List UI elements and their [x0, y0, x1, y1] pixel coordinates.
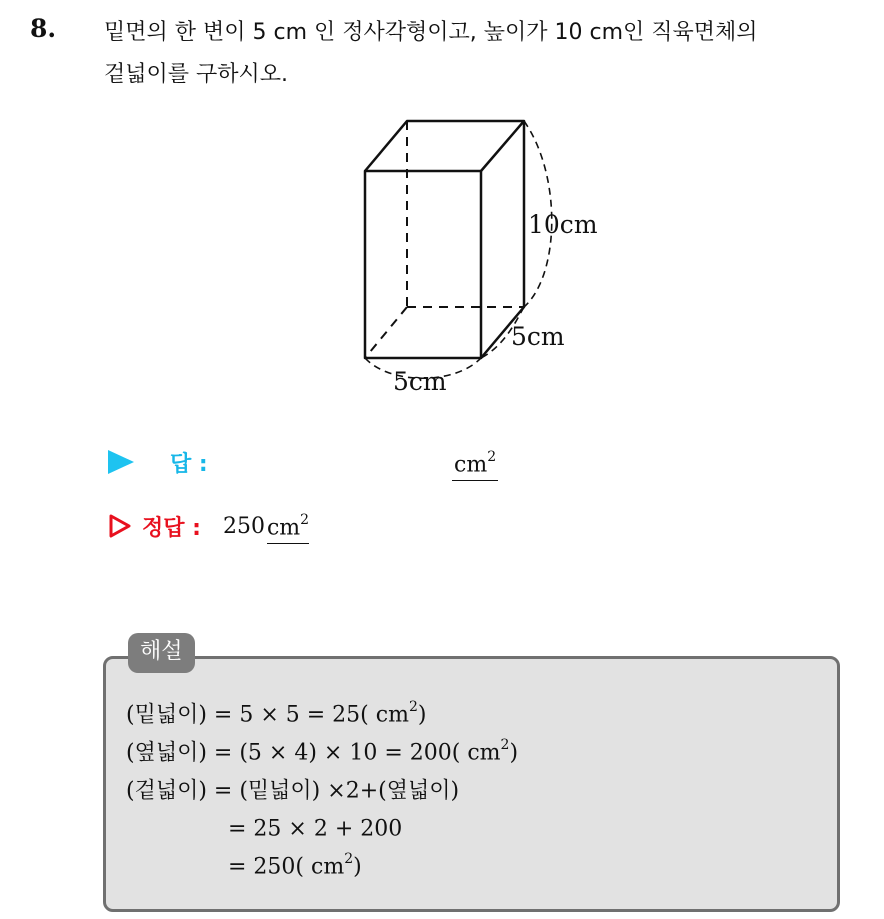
answer-row [108, 444, 208, 480]
solution-line: = 25 × 2 + 200 [228, 816, 403, 842]
hidden-edge [365, 307, 407, 358]
front-face [365, 171, 481, 358]
solution-line: (밑넓이) = 5 × 5 = 25( $cm^2$) [126, 699, 427, 728]
height-label: 10cm [528, 210, 598, 239]
solution-line: (겉넓이) = (밑넓이) ×2+(옆넓이) [126, 778, 460, 804]
correct-answer-value: 250 [222, 513, 265, 539]
outline-arrow-icon [108, 513, 132, 539]
solution-line: (옆넓이) = (5 × 4) × 10 = 200( $cm^2$) [126, 737, 519, 766]
width-label: 5cm [393, 367, 447, 396]
question-text: 밑면의 한 변이 5 cm 인 정사각형이고, 높이가 10 cm인 직육면체의 겉넓이를 구하시오. [104, 20, 758, 87]
correct-answer-row [108, 508, 309, 544]
correct-answer-unit-exponent: 2 [300, 512, 310, 529]
depth-label: 5cm [511, 322, 565, 351]
answer-unit-exponent: 2 [487, 449, 497, 465]
answer-unit: cm [454, 452, 488, 478]
answer-label: 답 : [170, 451, 208, 477]
play-arrow-icon [108, 450, 134, 474]
answer-blank[interactable] [452, 444, 498, 481]
correct-answer-unit: cm [266, 515, 301, 541]
correct-answer-label: 정답 : [142, 515, 201, 541]
cuboid-figure [340, 105, 620, 405]
solution-tag: 해설 [128, 633, 195, 673]
top-face [365, 121, 524, 171]
correct-answer-unit-wrap [267, 508, 309, 543]
question-number: 8. [30, 14, 57, 43]
solution-line: = 250( $cm^2$) [228, 851, 362, 880]
